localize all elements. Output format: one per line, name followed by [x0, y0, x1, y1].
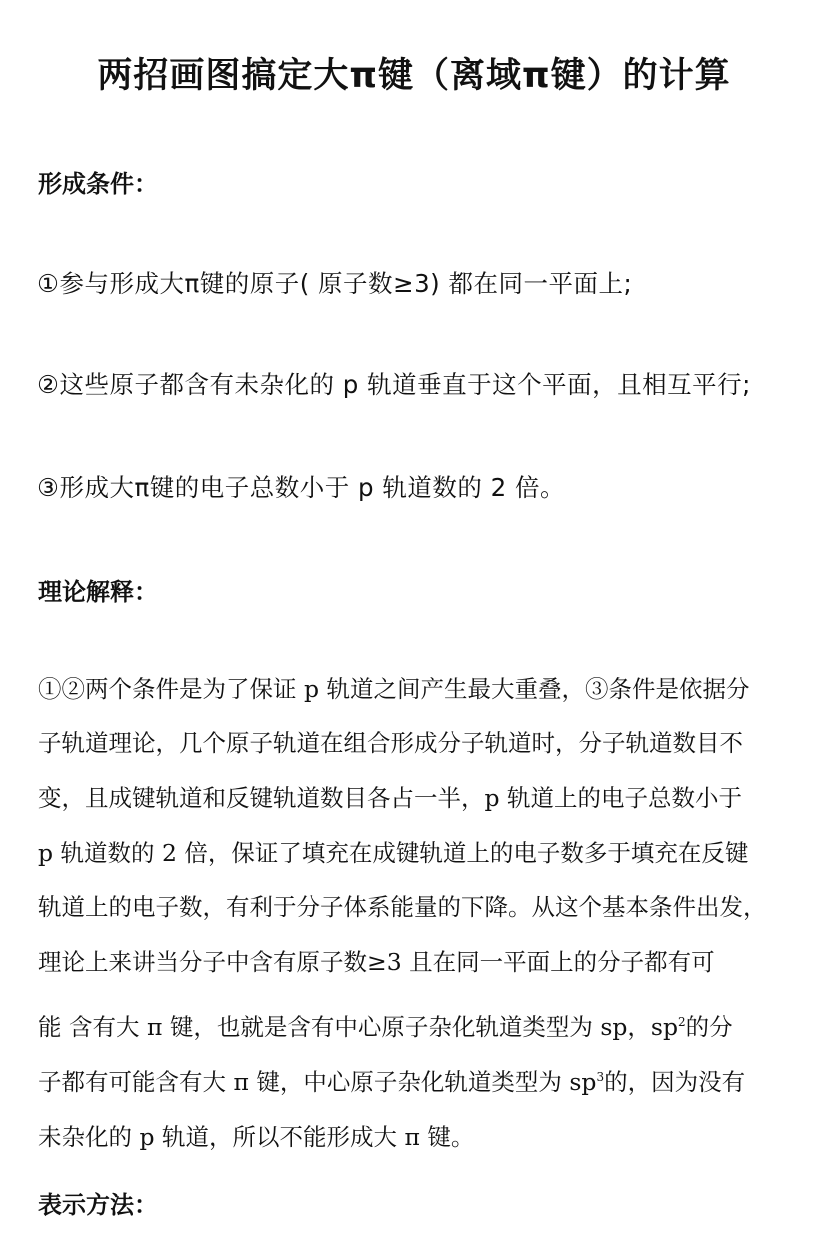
- superscript-3: 3: [596, 1070, 605, 1085]
- heading-representation-method: 表示方法：: [38, 1191, 158, 1219]
- explanation-line-4: p 轨道数的 2 倍，保证了填充在成键轨道上的电子数多于填充在反键: [38, 839, 749, 867]
- condition-2: ②这些原子都含有未杂化的 p 轨道垂直于这个平面，且相互平行;: [37, 370, 751, 399]
- condition-1: ①参与形成大π键的原子( 原子数≥3) 都在同一平面上;: [37, 269, 633, 298]
- page-title: 两招画图搞定大π键（离域π键）的计算: [97, 56, 731, 96]
- explanation-line-2: 子轨道理论，几个原子轨道在组合形成分子轨道时，分子轨道数目不: [38, 729, 743, 757]
- heading-theory-explanation: 理论解释：: [38, 578, 158, 606]
- explanation-line-7-text-a: 能 含有大 π 键，也就是含有中心原子杂化轨道类型为 sp，sp: [38, 1013, 679, 1041]
- explanation-line-9: 未杂化的 p 轨道，所以不能形成大 π 键。: [38, 1123, 475, 1151]
- heading-formation-conditions: 形成条件：: [38, 170, 158, 198]
- explanation-line-3: 变，且成键轨道和反键轨道数目各占一半，p 轨道上的电子总数小于: [38, 784, 743, 812]
- explanation-line-7: [38, 1008, 733, 1042]
- explanation-line-8-text-a: 子都有可能含有大 π 键，中心原子杂化轨道类型为 sp: [38, 1068, 597, 1096]
- explanation-line-8: [38, 1063, 745, 1097]
- explanation-line-7-text-b: 的分: [685, 1013, 733, 1041]
- condition-3: ③形成大π键的电子总数小于 p 轨道数的 2 倍。: [37, 473, 566, 502]
- explanation-line-5: 轨道上的电子数，有利于分子体系能量的下降。从这个基本条件出发，: [38, 893, 767, 921]
- explanation-line-8-text-b: 的，因为没有: [604, 1068, 746, 1096]
- superscript-2: 2: [678, 1015, 686, 1030]
- explanation-line-6: 理论上来讲当分子中含有原子数≥3 且在同一平面上的分子都有可: [38, 948, 715, 976]
- explanation-line-1: ①②两个条件是为了保证 p 轨道之间产生最大重叠，③条件是依据分: [38, 675, 750, 703]
